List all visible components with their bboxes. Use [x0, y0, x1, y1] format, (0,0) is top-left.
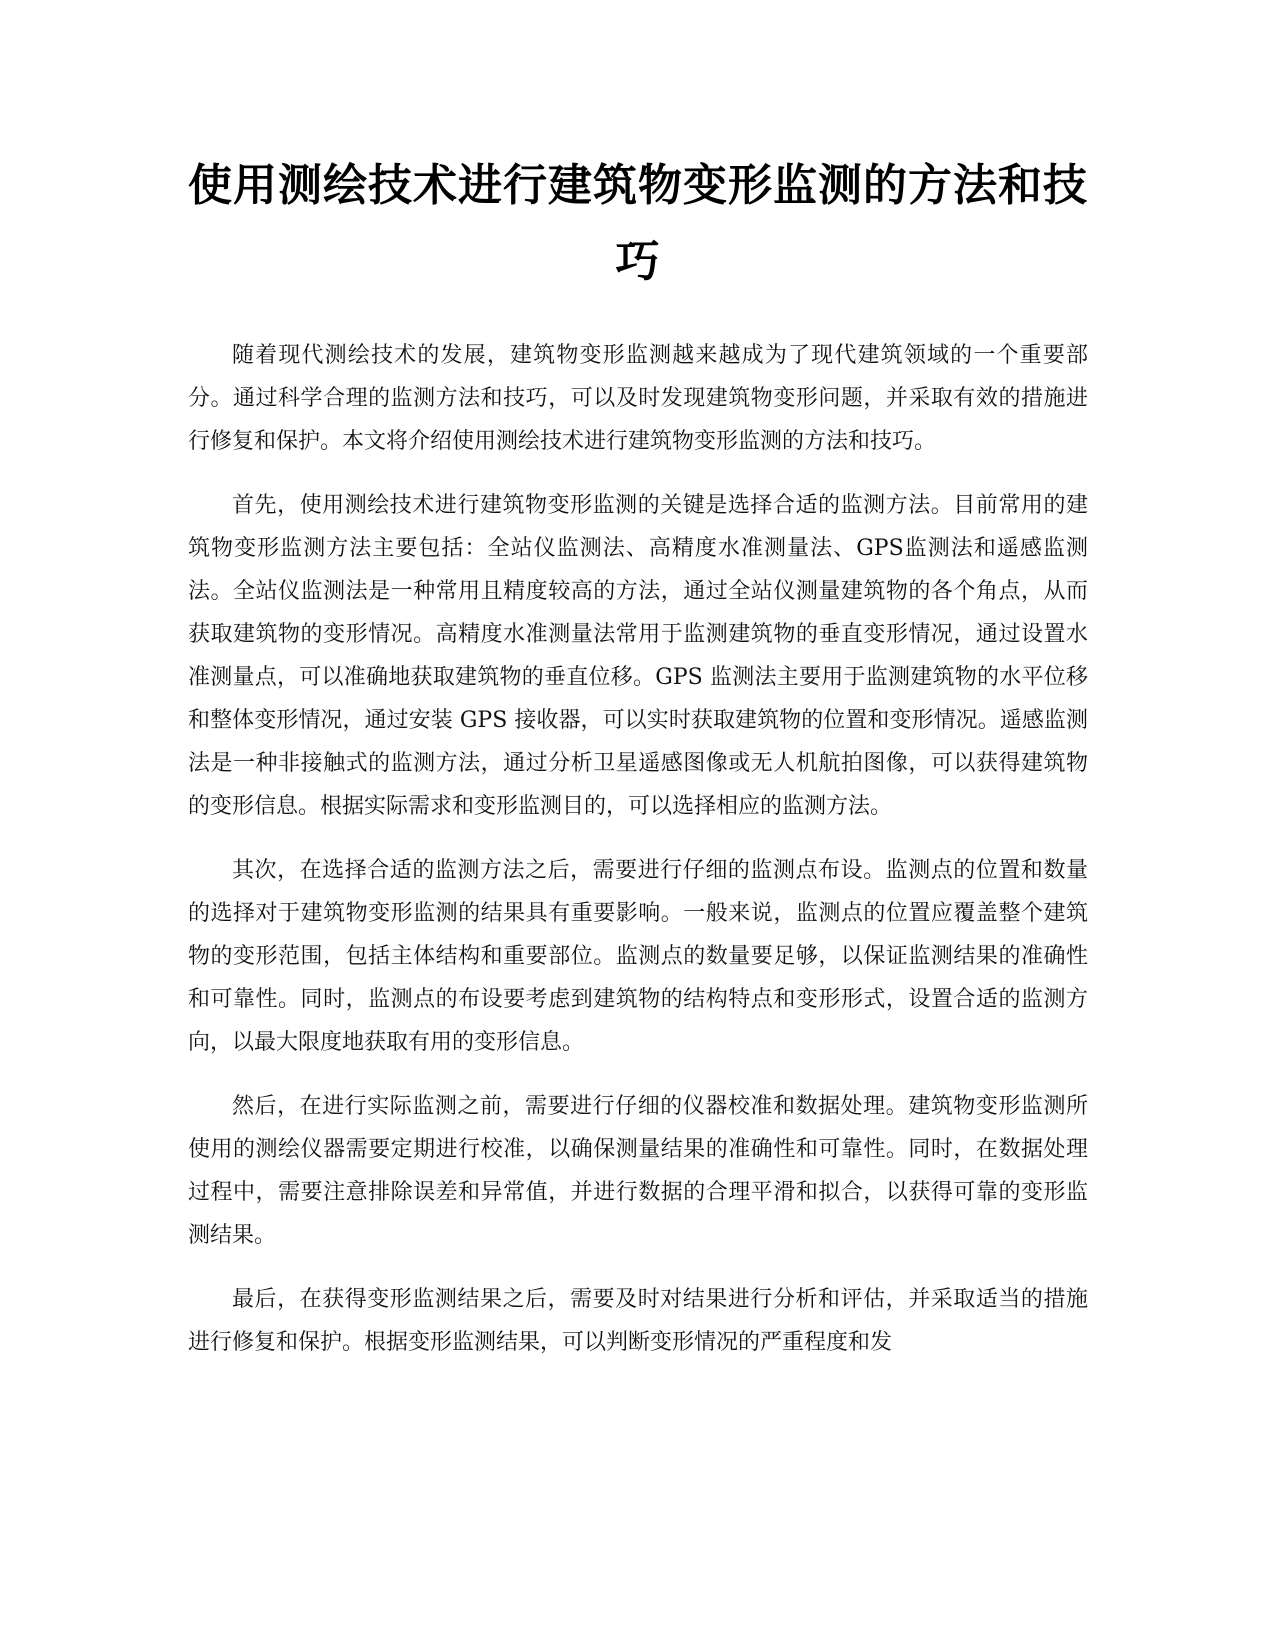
paragraph-intro: 随着现代测绘技术的发展，建筑物变形监测越来越成为了现代建筑领域的一个重要部分。通过科学合理的监测方法和技巧，可以及时发现建筑物变形问题，并采取有效的措施进行修复和保护。本文将介绍使用测绘技术进行建筑物变形监测的方法和技巧。	[188, 343, 1088, 454]
paragraph-methods: 首先，使用测绘技术进行建筑物变形监测的关键是选择合适的监测方法。目前常用的建筑物变形监测方法主要包括：全站仪监测法、高精度水准测量法、GPS监测法和遥感监测法。全站仪监测法是一种常用且精度较高的方法，通过全站仪测量建筑物的各个角点，从而获取建筑物的变形情况。高精度水准测量法常用于监测建筑物的垂直变形情况，通过设置水准测量点，可以准确地获取建筑物的垂直位移。GPS 监测法主要用于监测建筑物的水平位移和整体变形情况，通过安装 GPS 接收器，可以实时获取建筑物的位置和变形情况。遥感监测法是一种非接触式的监测方法，通过分析卫星遥感图像或无人机航拍图像，可以获得建筑物的变形信息。根据实际需求和变形监测目的，可以选择相应的监测方法。	[188, 493, 1088, 819]
document-title: 使用测绘技术进行建筑物变形监测的方法和技巧	[188, 160, 1088, 287]
document-page	[188, 148, 1088, 1385]
paragraph-point-layout: 其次，在选择合适的监测方法之后，需要进行仔细的监测点布设。监测点的位置和数量的选择对于建筑物变形监测的结果具有重要影响。一般来说，监测点的位置应覆盖整个建筑物的变形范围，包括主体结构和重要部位。监测点的数量要足够，以保证监测结果的准确性和可靠性。同时，监测点的布设要考虑到建筑物的结构特点和变形形式，设置合适的监测方向，以最大限度地获取有用的变形信息。	[188, 858, 1088, 1055]
paragraph-analysis: 最后，在获得变形监测结果之后，需要及时对结果进行分析和评估，并采取适当的措施进行修复和保护。根据变形监测结果，可以判断变形情况的严重程度和发	[188, 1287, 1088, 1355]
paragraph-calibration: 然后，在进行实际监测之前，需要进行仔细的仪器校准和数据处理。建筑物变形监测所使用的测绘仪器需要定期进行校准，以确保测量结果的准确性和可靠性。同时，在数据处理过程中，需要注意排除误差和异常值，并进行数据的合理平滑和拟合，以获得可靠的变形监测结果。	[188, 1094, 1088, 1248]
